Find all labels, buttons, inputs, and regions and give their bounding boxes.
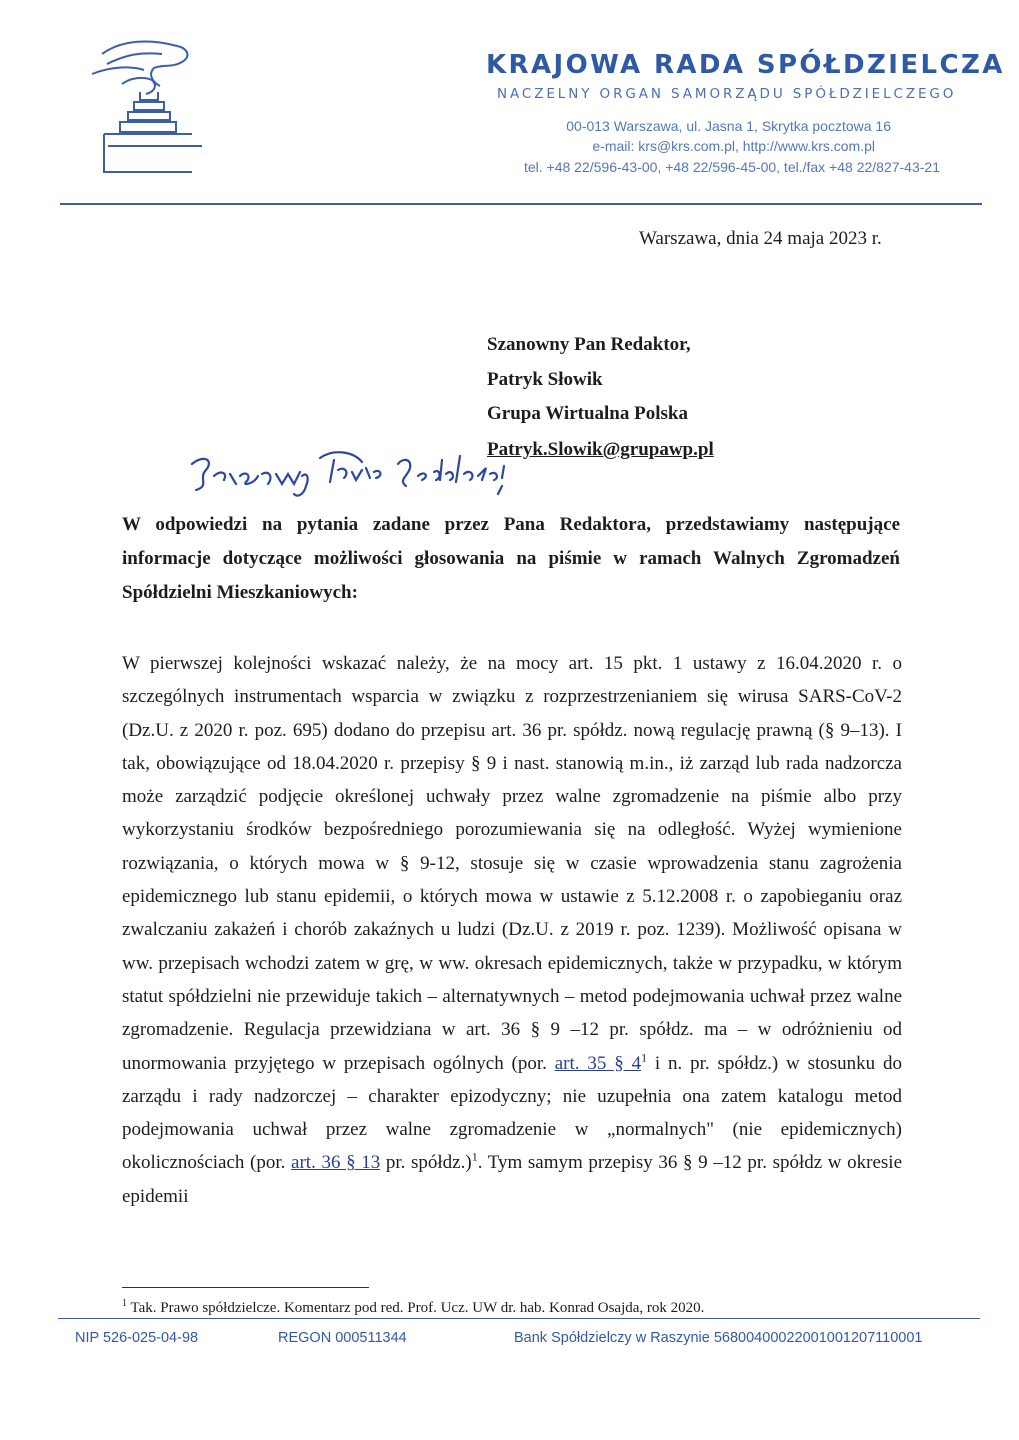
letter-date: Warszawa, dnia 24 maja 2023 r. xyxy=(639,228,882,249)
footnote-reference: 1 xyxy=(471,1150,478,1165)
body-paragraph: W pierwszej kolejności wskazać należy, że na mocy art. 15 pkt. 1 ustawy z 16.04.2020 r. o szczególnych instrumentach wsparcia w związku z rozprzestrzenianiem się wirusa SARS-CoV-2 (Dz.U. z 2020 r. poz. 695) dodano do przepisu art. 36 pr. spółdz. nową regulację prawną (§ 9–13). I tak, obowiązujące od 18.04.2020 r. przepisy § 9 i nast. stanowią m.in., iż zarząd lub rada nadzorcza może zarządzić podjęcie określonej uchwały przez walne zgromadzenie na piśmie albo przy wykorzystaniu środków bezpośredniego porozumiewania się na odległość. Wyżej wymienione rozwiązania, o których mowa w § 9-12, stosuje się w czasie wprowadzenia stanu zagrożenia epidemicznego lub stanu epidemii, o których mowa w ustawie z 5.12.2008 r. o zapobieganiu oraz zwalczaniu zakażeń i chorób zakaźnych u ludzi (Dz.U. z 2019 r. poz. 1239). Możliwość opisana w ww. przepisach wchodzi zatem w grę, w ww. okresach epidemicznych, także w przypadku, w którym statut spółdzielni nie przewiduje takich – alternatywnych – metod podejmowania uchwał przez walne zgromadzenie. Regulacja przewidziana w art. 36 § 9 –12 pr. spółdz. ma – w odróżnieniu od unormowania przyjętego w przepisach ogólnych (por. art. 35 § $4^1$ i n. pr. spółdz.) w stosunku do zarządu i rady nadzorczej – charakter epizodyczny; nie uzupełnia ona zatem katalogu metod podejmowania uchwał przez walne zgromadzenie w „normalnych" (nie epidemicznych) okolicznościach (por. art. 36 § 13 pr. spółdz.)$^1$. Tym samym przepisy 36 § 9 –12 pr. spółdz w okresie epidemii xyxy=(122,653,903,1207)
recipient-name: Patryk Słowik xyxy=(487,369,603,390)
recipient-email[interactable]: Patryk.Slowik@grupawp.pl xyxy=(487,439,714,460)
footer-regon: REGON 000511344 xyxy=(278,1330,407,1346)
footnote: $^1$ Tak. Prawo spółdzielcze. Komentarz pod red. Prof. Ucz. UW dr. hab. Konrad Osajda, rok 2020. xyxy=(122,1298,705,1316)
article-link-36[interactable]: art. 36 § 13 xyxy=(291,1152,381,1174)
intro-paragraph: W odpowiedzi na pytania zadane przez Pana Redaktora, przedstawiamy następujące informacje dotyczące możliwości głosowania na piśmie w ramach Walnych Zgromadzeń Spółdzielni Mieszkaniowych: xyxy=(122,514,900,603)
article-link-35[interactable]: art. 35 § 4 xyxy=(554,1052,642,1074)
recipient-salutation: Szanowny Pan Redaktor, xyxy=(487,334,691,355)
footer-bank: Bank Spółdzielczy w Raszynie 56800400022001001207110001 xyxy=(514,1330,923,1346)
handwritten-greeting xyxy=(184,446,564,506)
recipient-company: Grupa Wirtualna Polska xyxy=(487,403,688,424)
organization-name: KRAJOWA RADA SPÓŁDZIELCZA xyxy=(486,50,1005,80)
phone-line: tel. +48 22/596-43-00, +48 22/596-45-00, tel./fax +48 22/827-43-21 xyxy=(523,159,940,175)
organization-subtitle: NACZELNY ORGAN SAMORZĄDU SPÓŁDZIELCZEGO xyxy=(497,86,957,102)
address-line: 00-013 Warszawa, ul. Jasna 1, Skrytka pocztowa 16 xyxy=(566,118,891,134)
letterhead-divider xyxy=(60,203,982,205)
footer-nip: NIP 526-025-04-98 xyxy=(75,1330,199,1346)
footer-divider xyxy=(58,1318,980,1319)
eagle-on-pedestal-logo xyxy=(82,34,202,174)
footnote-divider xyxy=(122,1287,369,1288)
contact-line: e-mail: krs@krs.com.pl, http://www.krs.com.pl xyxy=(592,138,875,154)
